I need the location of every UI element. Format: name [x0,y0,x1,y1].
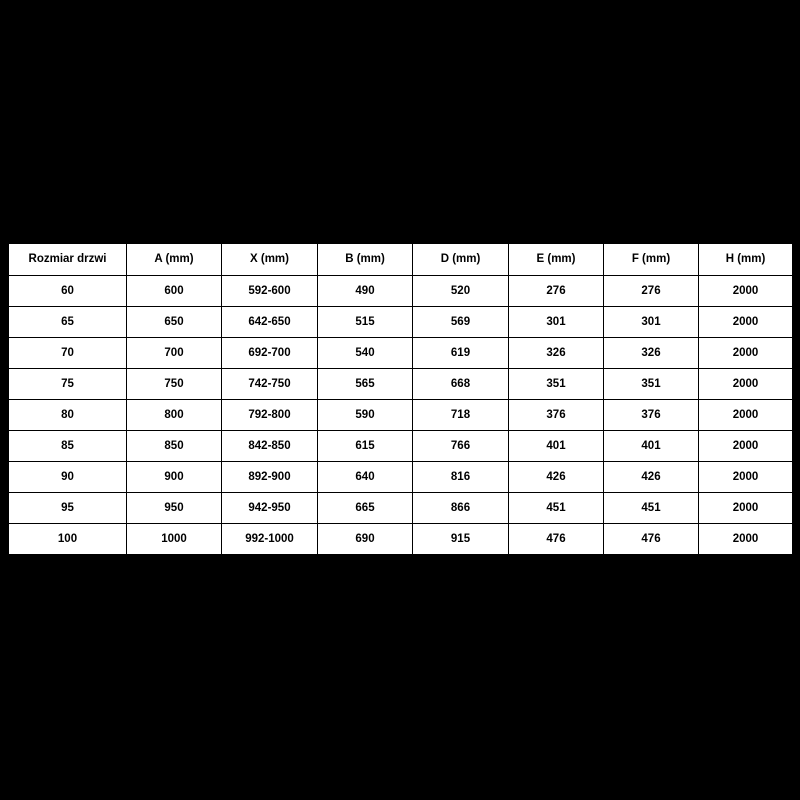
cell-door-size: 60 [9,276,127,307]
cell-b: 615 [318,431,413,462]
cell-h: 2000 [699,493,793,524]
cell-x: 792-800 [222,400,318,431]
door-size-table [8,243,793,555]
cell-f: 451 [604,493,699,524]
table-row [9,400,793,431]
cell-a: 700 [127,338,222,369]
cell-e: 426 [509,462,604,493]
cell-door-size: 90 [9,462,127,493]
cell-f: 276 [604,276,699,307]
cell-f: 351 [604,369,699,400]
column-header-a: A (mm) [127,244,222,276]
table-row [9,493,793,524]
table-row [9,369,793,400]
cell-d: 766 [413,431,509,462]
column-header-f: F (mm) [604,244,699,276]
column-header-door-size: Rozmiar drzwi [9,244,127,276]
column-header-e: E (mm) [509,244,604,276]
table-row [9,524,793,555]
cell-d: 866 [413,493,509,524]
column-header-x: X (mm) [222,244,318,276]
cell-b: 640 [318,462,413,493]
cell-a: 900 [127,462,222,493]
cell-d: 915 [413,524,509,555]
table-header [9,244,793,276]
cell-b: 565 [318,369,413,400]
cell-b: 515 [318,307,413,338]
cell-e: 401 [509,431,604,462]
cell-e: 351 [509,369,604,400]
cell-e: 301 [509,307,604,338]
cell-f: 401 [604,431,699,462]
cell-d: 619 [413,338,509,369]
cell-f: 376 [604,400,699,431]
cell-d: 816 [413,462,509,493]
cell-door-size: 80 [9,400,127,431]
cell-b: 665 [318,493,413,524]
table-row [9,276,793,307]
cell-door-size: 85 [9,431,127,462]
cell-a: 950 [127,493,222,524]
cell-f: 326 [604,338,699,369]
cell-a: 850 [127,431,222,462]
cell-h: 2000 [699,400,793,431]
cell-e: 376 [509,400,604,431]
table-row [9,338,793,369]
cell-a: 750 [127,369,222,400]
cell-x: 692-700 [222,338,318,369]
cell-f: 426 [604,462,699,493]
column-header-b: B (mm) [318,244,413,276]
cell-door-size: 100 [9,524,127,555]
cell-a: 650 [127,307,222,338]
cell-e: 451 [509,493,604,524]
cell-e: 476 [509,524,604,555]
cell-door-size: 70 [9,338,127,369]
table-row [9,307,793,338]
cell-x: 642-650 [222,307,318,338]
cell-b: 690 [318,524,413,555]
cell-b: 540 [318,338,413,369]
cell-d: 569 [413,307,509,338]
table-row [9,431,793,462]
cell-a: 1000 [127,524,222,555]
size-table-container [8,243,792,555]
table-body [9,276,793,555]
cell-h: 2000 [699,431,793,462]
cell-door-size: 75 [9,369,127,400]
cell-e: 276 [509,276,604,307]
cell-x: 892-900 [222,462,318,493]
cell-a: 800 [127,400,222,431]
cell-x: 842-850 [222,431,318,462]
cell-h: 2000 [699,462,793,493]
cell-b: 590 [318,400,413,431]
cell-d: 668 [413,369,509,400]
cell-d: 520 [413,276,509,307]
cell-x: 942-950 [222,493,318,524]
cell-e: 326 [509,338,604,369]
cell-b: 490 [318,276,413,307]
cell-door-size: 95 [9,493,127,524]
cell-f: 476 [604,524,699,555]
table-row [9,462,793,493]
cell-d: 718 [413,400,509,431]
cell-h: 2000 [699,369,793,400]
column-header-d: D (mm) [413,244,509,276]
table-header-row [9,244,793,276]
cell-f: 301 [604,307,699,338]
cell-door-size: 65 [9,307,127,338]
cell-h: 2000 [699,307,793,338]
cell-a: 600 [127,276,222,307]
cell-h: 2000 [699,338,793,369]
cell-h: 2000 [699,276,793,307]
cell-x: 992-1000 [222,524,318,555]
cell-x: 592-600 [222,276,318,307]
column-header-h: H (mm) [699,244,793,276]
cell-x: 742-750 [222,369,318,400]
cell-h: 2000 [699,524,793,555]
